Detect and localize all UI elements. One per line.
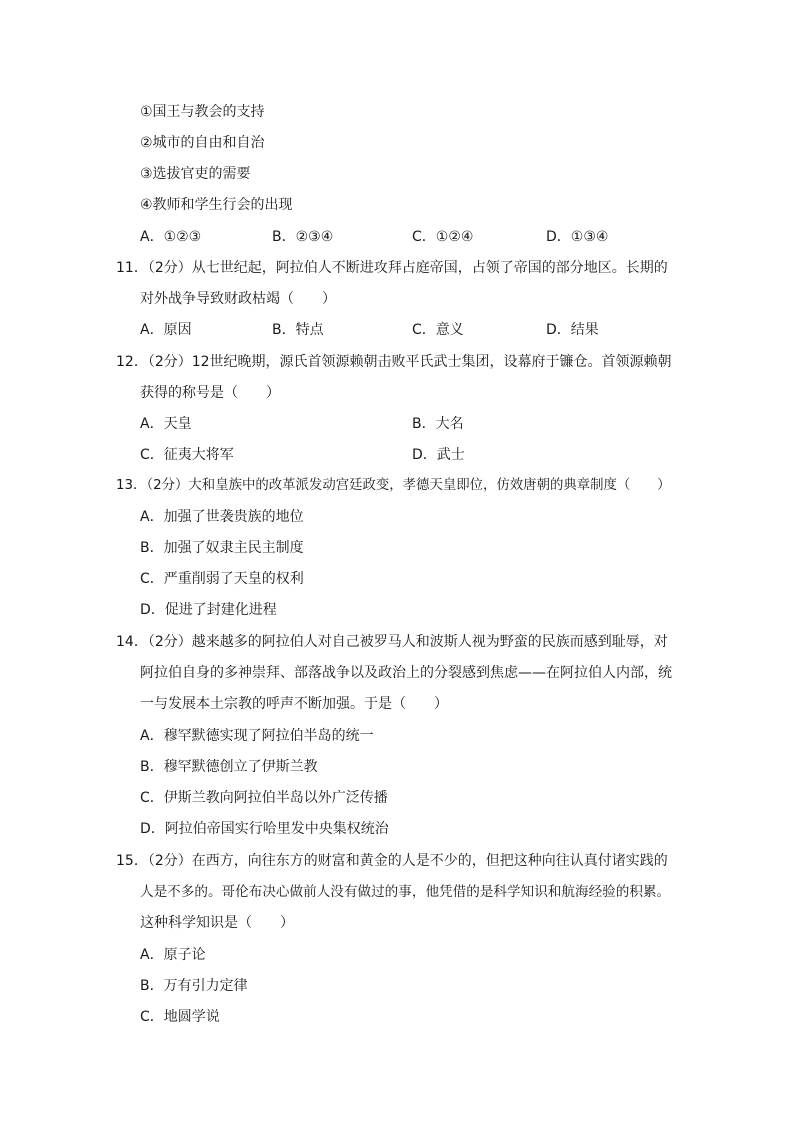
q13-option-c[interactable]: C．严重削弱了天皇的权利 xyxy=(140,571,304,587)
q15-stem-line-2: 人是不多的。哥伦布决心做前人没有做过的事，他凭借的是科学知识和航海经验的积累。 xyxy=(140,884,671,900)
intro-item-2: ②城市的自由和自治 xyxy=(140,135,265,151)
intro-item-1: ①国王与教会的支持 xyxy=(140,104,265,120)
q13-stem-line-1: 13．（2分）大和皇族中的改革派发动宫廷政变，孝德天皇即位，仿效唐朝的典章制度（ ） xyxy=(116,478,671,493)
q11-option-d[interactable]: D．结果 xyxy=(546,322,599,338)
q12-stem-line-2: 获得的称号是（ ） xyxy=(140,385,280,401)
q15-option-a[interactable]: A．原子论 xyxy=(140,947,206,963)
q14-option-a[interactable]: A．穆罕默德实现了阿拉伯半岛的统一 xyxy=(140,728,374,744)
q14-option-c[interactable]: C．伊斯兰教向阿拉伯半岛以外广泛传播 xyxy=(140,790,388,806)
q11-option-b[interactable]: B．特点 xyxy=(272,322,324,338)
q11-option-a[interactable]: A．原因 xyxy=(140,322,192,338)
q12-option-a[interactable]: A．天皇 xyxy=(140,416,192,432)
q11-stem-line-2: 对外战争导致财政枯竭（ ） xyxy=(140,291,336,307)
q14-option-d[interactable]: D．阿拉伯帝国实行哈里发中央集权统治 xyxy=(140,821,389,837)
q12-option-c[interactable]: C．征夷大将军 xyxy=(140,447,234,463)
intro-item-4: ④教师和学生行会的出现 xyxy=(140,197,293,213)
q15-stem-line-1: 15．（2分）在西方，向往东方的财富和黄金的人是不少的，但把这种向往认真付诸实践的 xyxy=(116,853,668,869)
q15-option-b[interactable]: B．万有引力定律 xyxy=(140,978,248,994)
q15-option-c[interactable]: C．地圆学说 xyxy=(140,1009,220,1025)
q14-stem-line-3: 一与发展本土宗教的呼声不断加强。于是（ ） xyxy=(140,696,448,712)
q10-option-a[interactable]: A．①②③ xyxy=(140,229,202,245)
q14-option-b[interactable]: B．穆罕默德创立了伊斯兰教 xyxy=(140,759,318,775)
q13-option-a[interactable]: A．加强了世袭贵族的地位 xyxy=(140,509,304,525)
q13-option-b[interactable]: B．加强了奴隶主民主制度 xyxy=(140,540,304,556)
q13-option-d[interactable]: D．促进了封建化进程 xyxy=(140,602,277,618)
q10-option-d[interactable]: D．①③④ xyxy=(546,229,609,245)
q14-stem-line-1: 14．（2分）越来越多的阿拉伯人对自己被罗马人和波斯人视为野蛮的民族而感到耻辱，对 xyxy=(116,634,668,650)
q10-option-b[interactable]: B．②③④ xyxy=(272,229,334,245)
q11-stem-line-1: 11．（2分）从七世纪起，阿拉伯人不断进攻拜占庭帝国，占领了帝国的部分地区。长期的 xyxy=(116,260,668,276)
q10-option-c[interactable]: C．①②④ xyxy=(412,229,474,245)
q14-stem-line-2: 阿拉伯自身的多神崇拜、部落战争以及政治上的分裂感到焦虑——在阿拉伯人内部，统 xyxy=(140,665,672,681)
q15-stem-line-3: 这种科学知识是（ ） xyxy=(140,915,294,931)
q12-stem-line-1: 12．（2分）12世纪晚期，源氏首领源赖朝击败平氏武士集团，设幕府于镰仓。首领源赖朝 xyxy=(116,354,672,370)
intro-item-3: ③选拔官吏的需要 xyxy=(140,166,251,182)
q12-option-d[interactable]: D．武士 xyxy=(412,447,465,463)
q11-option-c[interactable]: C．意义 xyxy=(412,322,464,338)
q12-option-b[interactable]: B．大名 xyxy=(412,416,464,432)
